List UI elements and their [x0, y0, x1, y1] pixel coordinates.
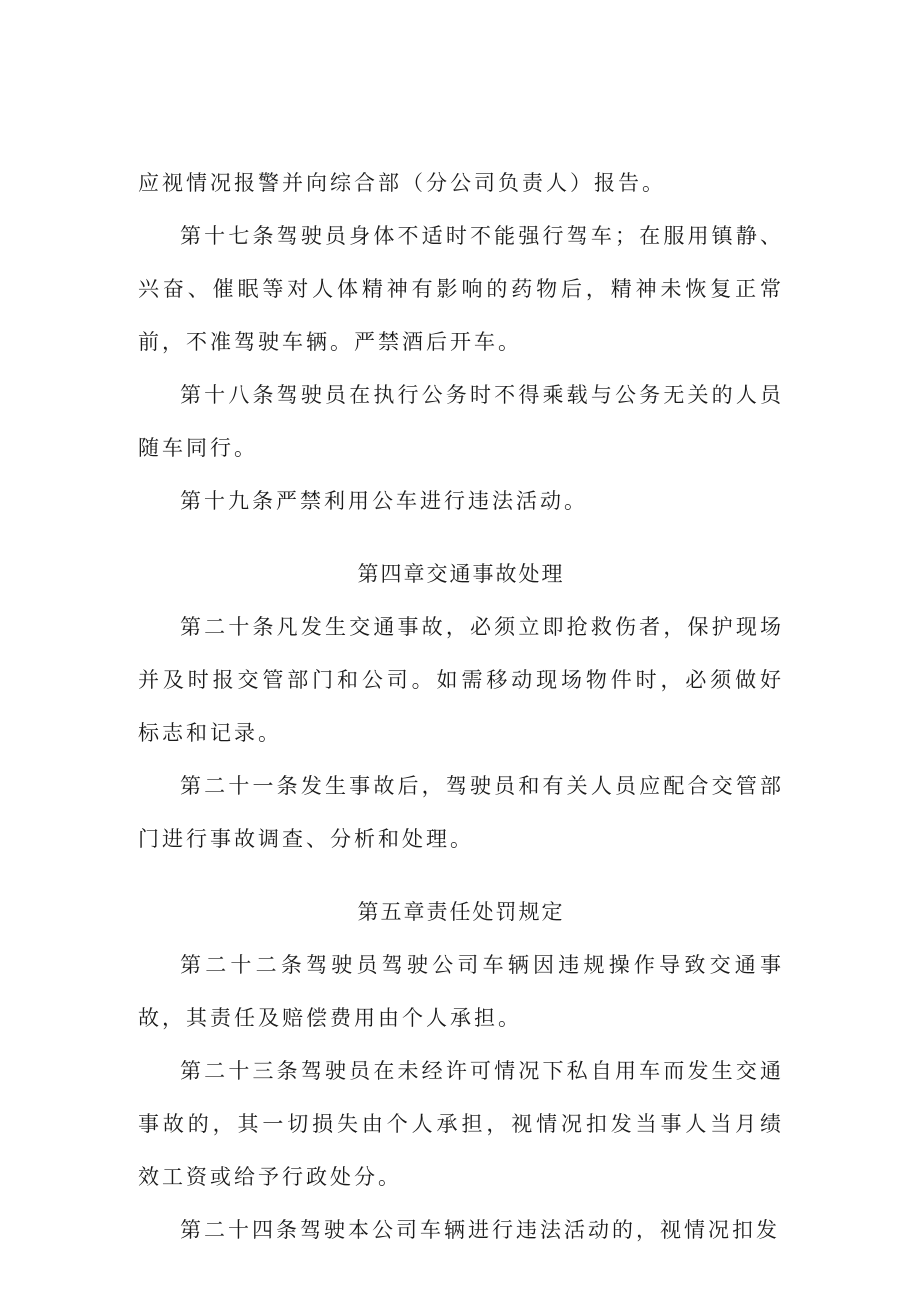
article-18: 第十八条驾驶员在执行公务时不得乘载与公务无关的人员随车同行。: [138, 383, 784, 460]
chapter-4-heading: 第四章交通事故处理: [357, 562, 565, 586]
article-22: 第二十二条驾驶员驾驶公司车辆因违规操作导致交通事故，其责任及赔偿费用由个人承担。: [138, 953, 784, 1030]
paragraph-continuation: 应视情况报警并向综合部（分公司负责人）报告。: [138, 171, 666, 195]
article-21: 第二十一条发生事故后，驾驶员和有关人员应配合交管部门进行事故调查、分析和处理。: [138, 774, 784, 851]
article-17: 第十七条驾驶员身体不适时不能强行驾车；在服用镇静、兴奋、催眠等对人体精神有影响的药物后，精神未恢复正常前，不准驾驶车辆。严禁酒后开车。: [138, 224, 784, 354]
article-24: 第二十四条驾驶本公司车辆进行违法活动的，视情况扣发: [180, 1218, 780, 1242]
article-19: 第十九条严禁利用公车进行违法活动。: [180, 489, 588, 513]
chapter-5-heading: 第五章责任处罚规定: [357, 900, 565, 924]
document-body: [138, 157, 784, 1257]
article-20: 第二十条凡发生交通事故，必须立即抢救伤者，保护现场并及时报交管部门和公司。如需移动现场物件时，必须做好标志和记录。: [138, 615, 784, 745]
article-23: 第二十三条驾驶员在未经许可情况下私自用车而发生交通事故的，其一切损失由个人承担，视情况扣发当事人当月绩效工资或给予行政处分。: [138, 1059, 784, 1189]
